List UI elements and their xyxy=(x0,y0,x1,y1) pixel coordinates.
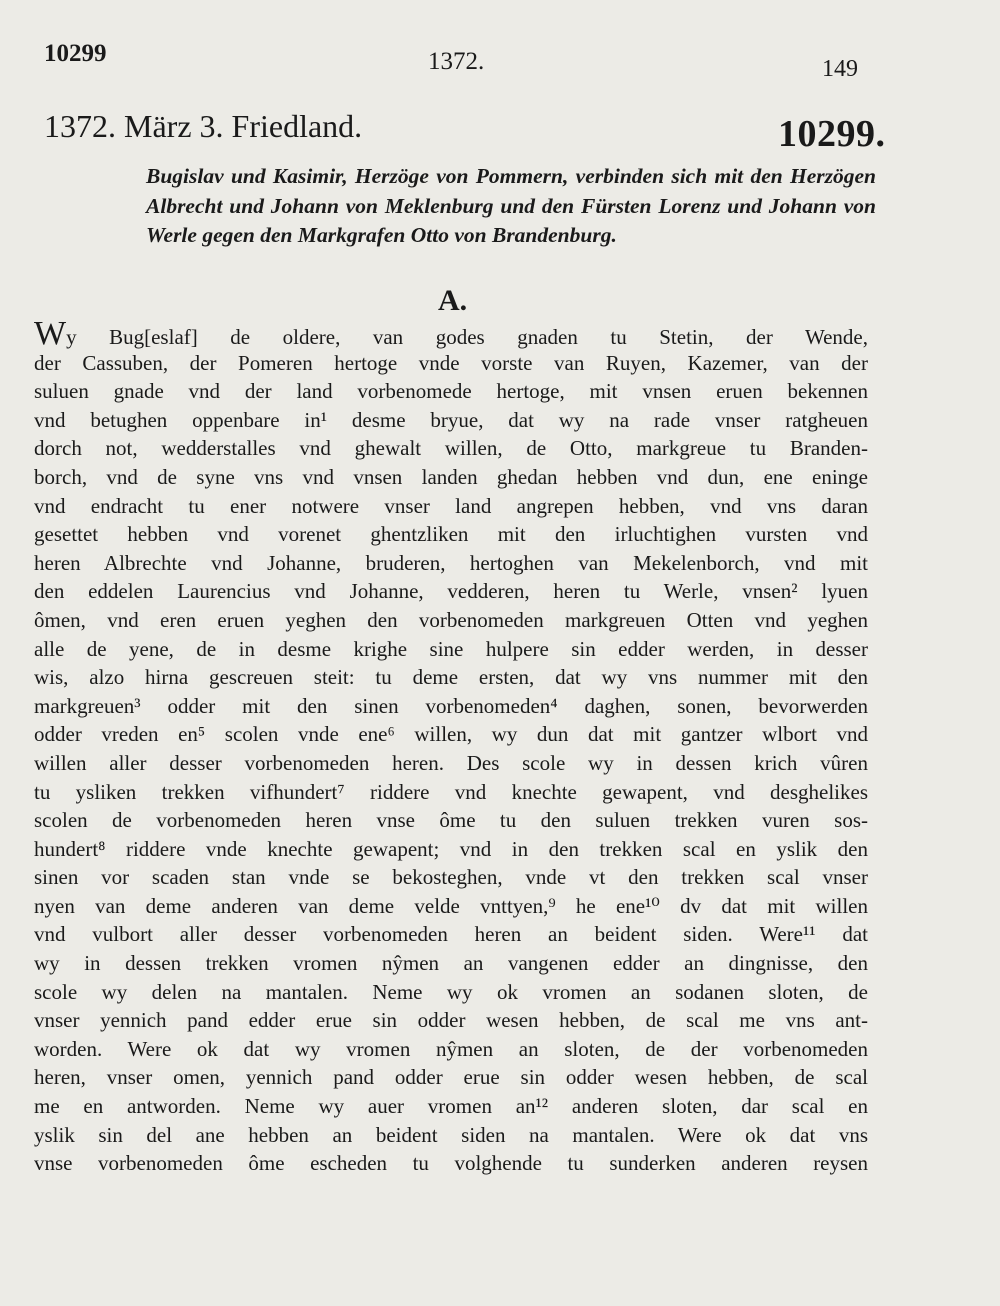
charter-number: 10299. xyxy=(778,113,886,155)
text-line: scolen de vorbenomeden heren vnse ôme tu den suluen trekken vuren sos- xyxy=(34,808,868,833)
text-line: yslik sin del ane hebben an beident siden na mantalen. Were ok dat vns xyxy=(34,1122,868,1147)
text-line: vnd vulbort aller desser vorbenomeden heren an beident siden. Were¹¹ dat xyxy=(34,922,868,947)
running-head xyxy=(0,40,1000,80)
text-line: scole wy delen na mantalen. Neme wy ok vromen an sodanen sloten, de xyxy=(34,979,868,1004)
text-line: vnd endracht tu ener notwere vnser land angrepen hebben, vnd vns daran xyxy=(34,493,868,518)
text-line: markgreuen³ odder mit den sinen vorbenomeden⁴ daghen, sonen, bevorwerden xyxy=(34,693,868,718)
text-line: tu ysliken trekken vifhundert⁷ riddere vnd knechte gewapent, vnd desghelikes xyxy=(34,779,868,804)
text-line: heren, vnser omen, yennich pand odder erue sin odder wesen hebben, de scal xyxy=(34,1065,868,1090)
text-line: vnd betughen oppenbare in¹ desme bryue, dat wy na rade vnser ratgheuen xyxy=(34,407,868,432)
text-line: den eddelen Laurencius vnd Johanne, vedderen, heren tu Werle, vnsen² lyuen xyxy=(34,579,868,604)
text-line: nyen van deme anderen van deme velde vnttyen,⁹ he ene¹⁰ dv dat mit willen xyxy=(34,893,868,918)
text-line: hundert⁸ riddere vnde knechte gewapent; vnd in den trekken scal en yslik den xyxy=(34,836,868,861)
text-line: heren Albrechte vnd Johanne, bruderen, hertoghen van Mekelenborch, vnd mit xyxy=(34,550,868,575)
text-line: dorch not, wedderstalles vnd ghewalt willen, de Otto, markgreue tu Branden- xyxy=(34,436,868,461)
text-line: odder vreden en⁵ scolen vnde ene⁶ willen, wy dun dat mit gantzer wlbort vnd xyxy=(34,722,868,747)
text-line: wy in dessen trekken vromen nŷmen an vangenen edder an dingnisse, den xyxy=(34,951,868,976)
running-head-document-number: 10299 xyxy=(44,40,107,67)
text-line: me en antworden. Neme wy auer vromen an¹² anderen sloten, dar scal en xyxy=(34,1094,868,1119)
text-line: ômen, vnd eren eruen yeghen den vorbenomeden markgreuen Otten vnd yeghen xyxy=(34,607,868,632)
charter-summary: Bugislav und Kasimir, Herzöge von Pommern, verbinden sich mit den Herzögen Albrecht und Johann von Meklenburg und den Fürsten Lorenz und Johann von Werle gegen den Markgrafen Otto von Brandenburg. xyxy=(146,164,876,247)
text-line: alle de yene, de in desme krighe sine hulpere sin edder werden, in desser xyxy=(34,636,868,661)
text-line: sinen vor scaden stan vnde se bekosteghen, vnde vt den trekken scal vnser xyxy=(34,865,868,890)
text-line: suluen gnade vnd der land vorbenomede hertoge, mit vnsen eruen bekennen xyxy=(34,379,868,404)
text-line: wis, alzo hirna gescreuen steit: tu deme ersten, dat wy vns nummer mit den xyxy=(34,665,868,690)
text-line: vnser yennich pand edder erue sin odder wesen hebben, de scal me vns ant- xyxy=(34,1008,868,1033)
charter-date-place: 1372. März 3. Friedland. xyxy=(44,108,363,144)
page-number: 149 xyxy=(822,56,858,82)
text-line: vnse vorbenomeden ôme escheden tu volghende tu sunderken anderen reysen xyxy=(34,1151,868,1176)
section-letter: A. xyxy=(438,284,468,317)
text-line: Wy Bug[eslaf] de oldere, van godes gnaden tu Stetin, der Wende, xyxy=(34,315,868,352)
text-line: borch, vnd de syne vns vnd vnsen landen ghedan hebben vnd dun, ene eninge xyxy=(34,464,868,489)
text-line: willen aller desser vorbenomeden heren. Des scole wy in dessen krich vûren xyxy=(34,750,868,775)
text-line: worden. Were ok dat wy vromen nŷmen an sloten, de der vorbenomeden xyxy=(34,1036,868,1061)
charter-body-text xyxy=(34,315,868,1178)
text-line: der Cassuben, der Pomeren hertoge vnde vorste van Ruyen, Kazemer, van der xyxy=(34,350,868,375)
running-head-year: 1372. xyxy=(428,48,485,75)
text-line: gesettet hebben vnd vorenet ghentzliken mit den irluchtighen vursten vnd xyxy=(34,522,868,547)
drop-cap: W xyxy=(34,315,67,352)
